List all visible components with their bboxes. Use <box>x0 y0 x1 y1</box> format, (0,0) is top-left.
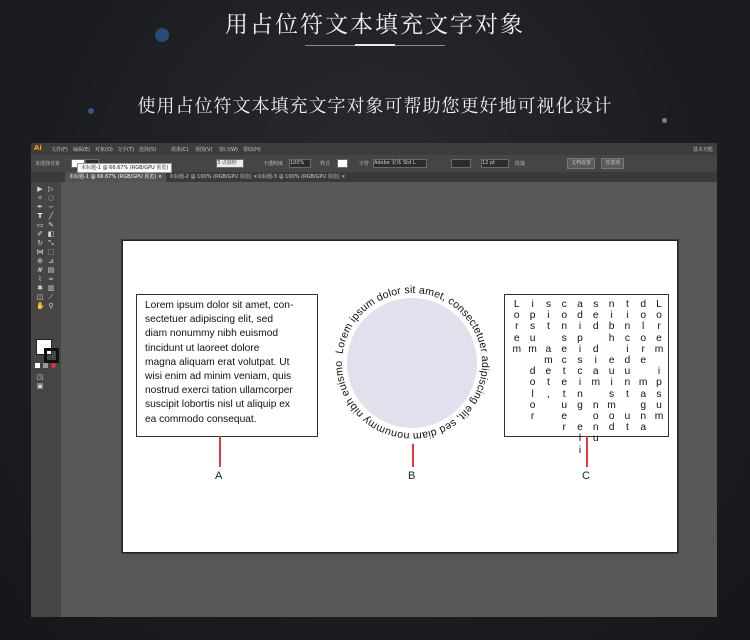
vertical-type-frame[interactable] <box>504 294 669 456</box>
vertical-text-column: L o r e m i p s u m <box>654 299 664 423</box>
paintbrush-tool-icon[interactable]: ✎ <box>48 221 54 229</box>
selection-status: 未选择对象 <box>35 161 61 167</box>
font-family-select[interactable]: Adobe 宋体 Std L <box>373 159 427 168</box>
text-line: magna aliquam erat volutpat. Ut <box>145 356 290 368</box>
opacity-label: 不透明度 <box>263 161 284 167</box>
draw-mode-icon[interactable]: ◳ <box>36 373 44 381</box>
opacity-input[interactable]: 100% <box>289 159 311 168</box>
menu-help[interactable]: 帮助(H) <box>243 147 261 153</box>
vertical-text-column: L o r e m <box>512 299 522 355</box>
text-line: suscipit lobortis nisl ut aliquip ex <box>145 399 290 411</box>
menu-effect[interactable]: 效果(C) <box>171 147 189 153</box>
shape-builder-tool-icon[interactable]: ⊕ <box>37 257 43 265</box>
hand-tool-icon[interactable]: ✋ <box>36 302 45 310</box>
magic-wand-tool-icon[interactable]: ✧ <box>37 194 43 202</box>
artboard[interactable] <box>122 240 678 553</box>
vertical-text-column: c o n s e c t e t u e r <box>561 299 568 434</box>
zoom-tool-icon[interactable]: ⚲ <box>48 302 54 310</box>
eyedropper-tool-icon[interactable]: ⌇ <box>38 275 42 283</box>
menu-edit[interactable]: 编辑(E) <box>73 147 91 153</box>
workspace-switcher[interactable]: 基本功能 <box>692 147 713 153</box>
text-line: sectetuer adipiscing elit, sed <box>145 314 273 326</box>
vertical-text-column: t i n c i d u n t u t <box>624 299 631 434</box>
text-line: Lorem ipsum dolor sit amet, con- <box>145 300 294 311</box>
direct-selection-tool-icon[interactable]: ▷ <box>48 185 54 193</box>
width-tool-icon[interactable]: ⋈ <box>36 248 44 256</box>
tab-label: 未标题-1 @ 66.67% (RGB/GPU 预览) <box>69 174 157 180</box>
stroke-profile-select[interactable]: 3 点圆形 <box>216 159 244 168</box>
path-text-content: Lorem ipsum dolor sit amet, consectetuer adipiscing elit, sed diam nonummy nibh euismo <box>332 283 492 443</box>
rectangle-tool-icon[interactable]: ▭ <box>36 221 44 229</box>
font-size-input[interactable]: 12 pt <box>481 159 509 168</box>
menu-bar <box>31 143 717 155</box>
rotate-tool-icon[interactable]: ↻ <box>37 239 43 247</box>
path-type-object[interactable] <box>329 280 495 446</box>
vertical-text-column: s i t a m e t , <box>544 299 553 400</box>
tab-document-3[interactable] <box>253 172 349 182</box>
line-tool-icon[interactable]: ╱ <box>48 212 54 220</box>
illustrator-window <box>31 143 717 617</box>
style-swatch[interactable] <box>337 159 348 168</box>
label-leader-c <box>586 436 588 467</box>
selection-tool-icon[interactable]: ▶ <box>37 185 43 193</box>
tab-tooltip: 未标题-1 @ 66.67% (RGB/GPU 预览) <box>77 163 172 173</box>
label-leader-a <box>219 436 221 467</box>
color-mode-icon[interactable] <box>35 363 40 368</box>
decor-dot <box>662 118 667 123</box>
type-tool-icon[interactable]: T <box>37 212 43 220</box>
label-a: A <box>215 470 223 482</box>
preferences-button[interactable]: 首选项 <box>601 158 624 169</box>
vertical-text-column: n i b h e u i s m o d <box>607 299 616 434</box>
scale-tool-icon[interactable]: ⤡ <box>48 239 54 247</box>
label-leader-b <box>412 444 414 467</box>
gradient-mode-icon[interactable] <box>43 363 48 368</box>
font-style-select[interactable] <box>451 159 471 168</box>
shaper-tool-icon[interactable]: ✐ <box>37 230 43 238</box>
vertical-text-column: i p s u m d o l o r <box>528 299 537 423</box>
area-type-text <box>145 299 317 427</box>
circle-shape <box>347 298 477 428</box>
screen-mode-icon[interactable]: ▣ <box>36 382 44 390</box>
lasso-tool-icon[interactable]: ◌ <box>47 194 55 202</box>
tab-document-2[interactable] <box>165 172 261 182</box>
symbol-sprayer-tool-icon[interactable]: ✱ <box>37 284 43 292</box>
vertical-text-column: d o l o r e m a g n a <box>638 299 648 434</box>
pen-tool-icon[interactable]: ✒ <box>37 203 43 211</box>
character-label[interactable]: 字符 <box>359 161 370 167</box>
menu-file[interactable]: 文件(F) <box>51 147 68 153</box>
text-line: wisi enim ad minim veniam, quis <box>145 371 292 383</box>
document-tabs <box>31 172 717 182</box>
label-c: C <box>582 470 590 482</box>
gradient-tool-icon[interactable]: ▤ <box>47 266 55 274</box>
text-line: diam nonummy nibh euismod <box>145 328 279 340</box>
page-title: 用占位符文本填充文字对象 <box>225 12 525 38</box>
text-line: tincidunt ut laoreet dolore <box>145 342 260 354</box>
paragraph-label[interactable]: 段落 <box>515 161 526 167</box>
text-line: ea commodo consequat. <box>145 413 257 425</box>
vertical-text-column: a d i p i s c i n g e l i <box>577 299 583 456</box>
tab-label: 未标题-3 @ 100% (RGB/GPU 预览) <box>257 174 340 180</box>
label-b: B <box>408 470 416 482</box>
text-line: nostrud exerci tation ullamcorper <box>145 385 293 397</box>
blend-tool-icon[interactable]: ∞ <box>48 275 54 283</box>
eraser-tool-icon[interactable]: ◧ <box>47 230 55 238</box>
none-mode-icon[interactable] <box>51 363 56 368</box>
area-type-frame[interactable] <box>136 294 318 437</box>
menu-select[interactable]: 选择(S) <box>139 147 157 153</box>
app-logo: Ai <box>34 144 42 152</box>
curvature-tool-icon[interactable]: ∽ <box>48 203 54 211</box>
menu-window[interactable]: 窗口(W) <box>219 147 238 153</box>
slice-tool-icon[interactable]: ⟋ <box>48 293 54 301</box>
style-label: 样式 <box>320 161 331 167</box>
artboard-tool-icon[interactable]: ◫ <box>36 293 44 301</box>
tab-label: 未标题-2 @ 100% (RGB/GPU 预览) <box>169 174 252 180</box>
perspective-grid-tool-icon[interactable]: ⊿ <box>48 257 54 265</box>
graph-tool-icon[interactable]: ▥ <box>47 284 55 292</box>
vertical-text-column: s e d d i a m n o n u <box>591 299 601 445</box>
close-icon[interactable]: × <box>341 174 346 180</box>
menu-object[interactable]: 对象(O) <box>95 147 113 153</box>
title-divider-accent <box>355 44 395 46</box>
tools-panel <box>31 182 61 617</box>
close-icon[interactable]: × <box>253 174 258 180</box>
close-icon[interactable]: × <box>157 174 163 180</box>
menu-view[interactable]: 视图(V) <box>195 147 213 153</box>
tab-document-1[interactable] <box>65 172 166 182</box>
page-subtitle: 使用占位符文本填充文字对象可帮助您更好地可视化设计 <box>137 96 613 117</box>
free-transform-tool-icon[interactable]: ⬚ <box>47 248 55 256</box>
document-setup-button[interactable]: 文档设置 <box>567 158 595 169</box>
mesh-tool-icon[interactable]: # <box>37 266 43 274</box>
canvas-area[interactable] <box>61 182 717 617</box>
stroke-color-box[interactable] <box>44 348 59 363</box>
menu-type[interactable]: 文字(T) <box>117 147 134 153</box>
